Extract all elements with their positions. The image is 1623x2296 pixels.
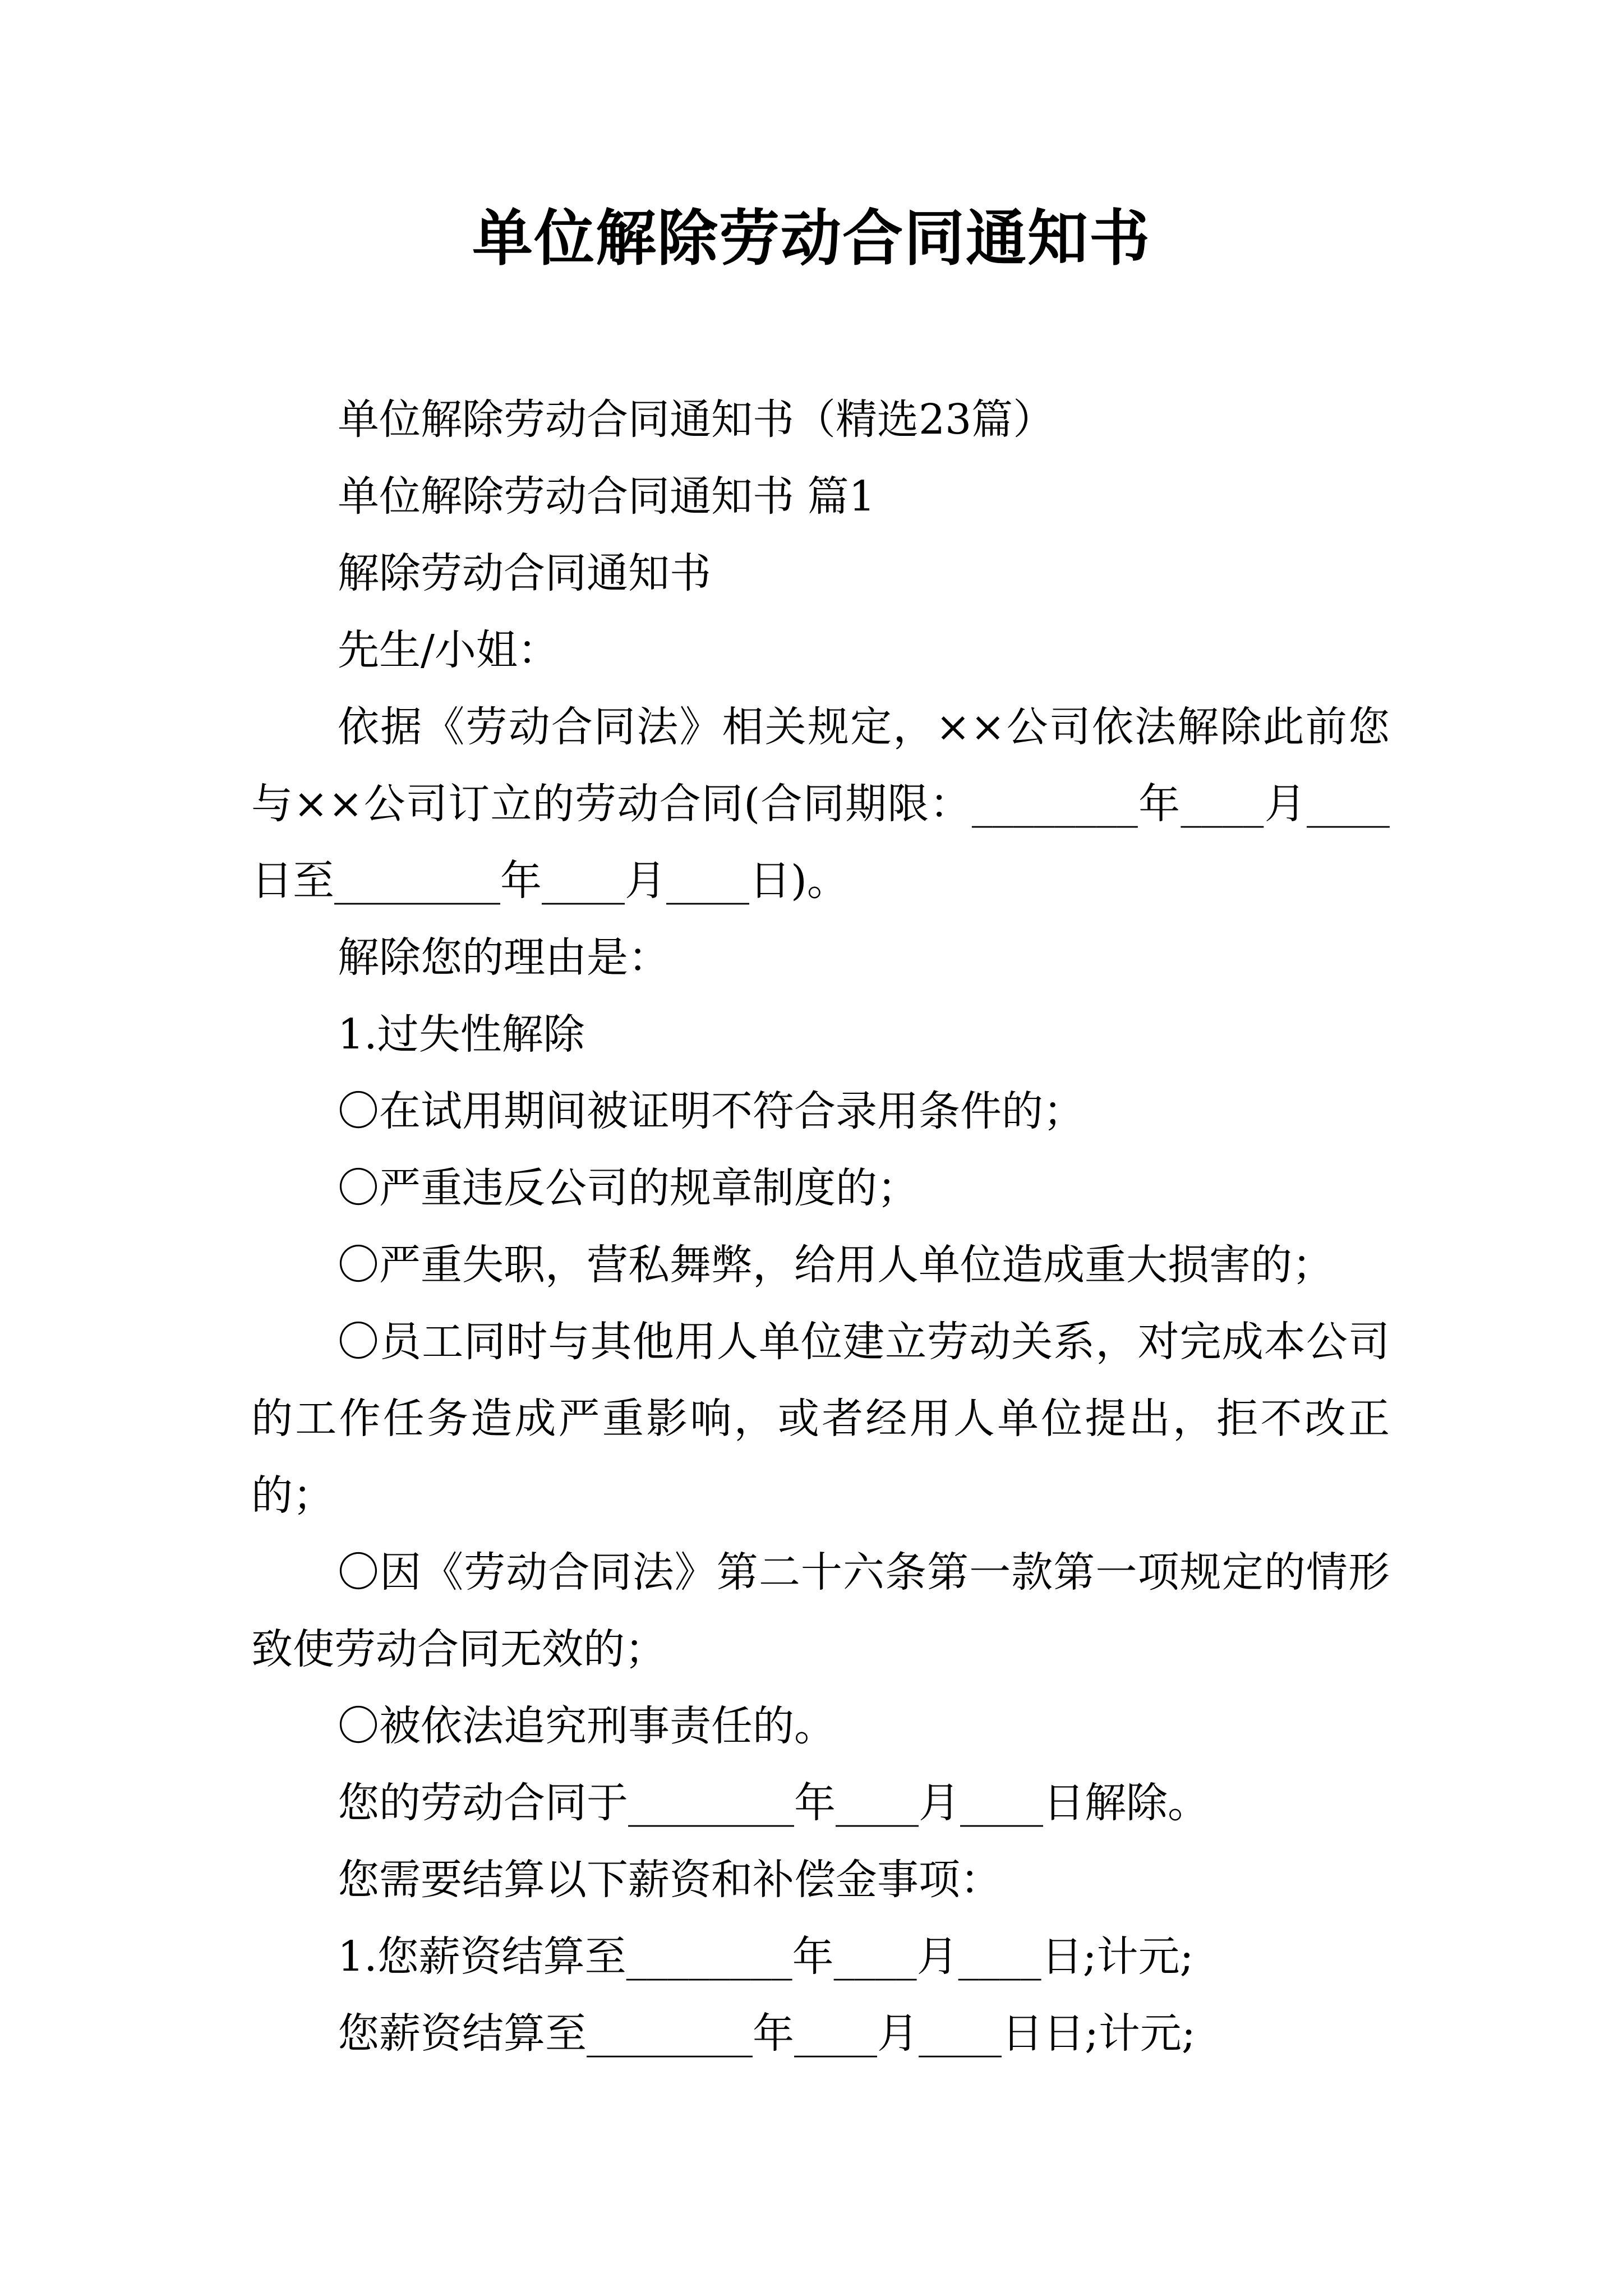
paragraph-reason-heading: 解除您的理由是：: [338, 933, 670, 982]
list-item-reason: 〇被依法追究刑事责任的。: [338, 1702, 836, 1750]
paragraph-settlement-item: 您薪资结算至________年____月____日日;计元;: [338, 2009, 1196, 2058]
list-item-reason: 〇严重违反公司的规章制度的；: [338, 1164, 919, 1212]
paragraph-salutation: 先生/小姐：: [338, 626, 559, 674]
document-body: [251, 381, 1390, 2072]
paragraph-section-heading: 单位解除劳动合同通知书 篇1: [338, 472, 875, 521]
list-item-reason: 〇员工同时与其他用人单位建立劳动关系，对完成本公司的工作任务造成严重影响，或者经用人单位提出，拒不改正的；: [251, 1318, 1390, 1520]
list-item-reason: 〇严重失职，营私舞弊，给用人单位造成重大损害的；: [338, 1241, 1334, 1289]
paragraph-notice-title: 解除劳动合同通知书: [338, 549, 711, 597]
list-item-reason: 〇在试用期间被证明不符合录用条件的；: [338, 1087, 1085, 1135]
document-title: 单位解除劳动合同通知书: [472, 203, 1151, 274]
paragraph-settlement-heading: 您需要结算以下薪资和补偿金事项：: [338, 1856, 1002, 1904]
list-item-reason: 〇因《劳动合同法》第二十六条第一款第一项规定的情形致使劳动合同无效的；: [251, 1548, 1390, 1673]
paragraph-termination-date: 您的劳动合同于________年____月____日解除。: [338, 1779, 1209, 1827]
paragraph-termination-statement: 依据《劳动合同法》相关规定，××公司依法解除此前您与××公司订立的劳动合同(合同期限：________年____月____日至________年____月____日)。: [251, 703, 1390, 905]
paragraph-subtitle: 单位解除劳动合同通知书（精选23篇）: [338, 395, 1055, 444]
paragraph-reason-category: 1.过失性解除: [338, 1010, 585, 1059]
paragraph-settlement-item: 1.您薪资结算至________年____月____日;计元;: [338, 1932, 1194, 1981]
